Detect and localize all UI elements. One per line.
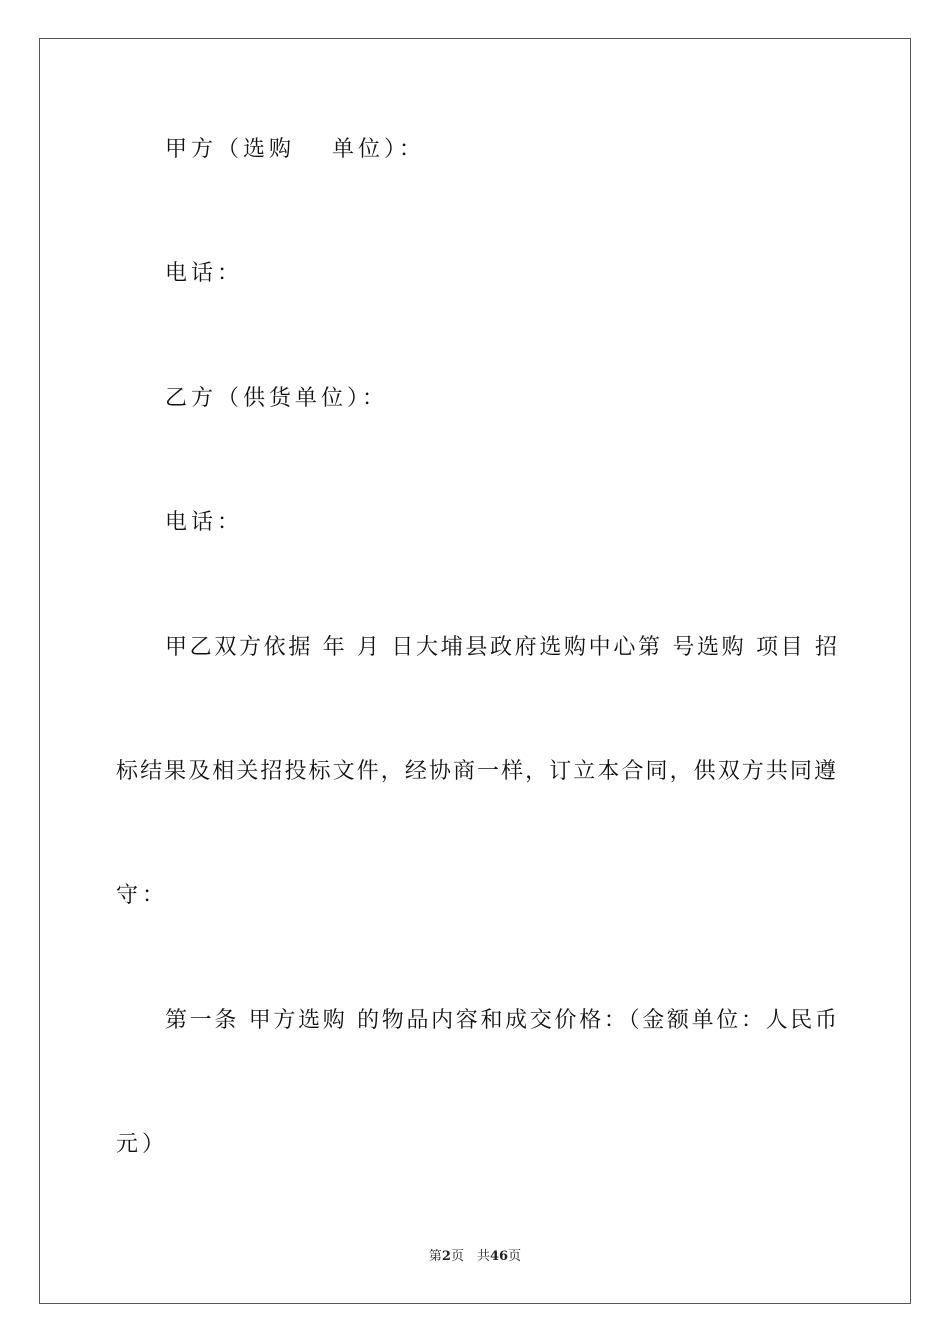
footer-total-suffix: 页 — [508, 1249, 522, 1264]
paragraph-line: 守： — [116, 883, 169, 908]
paragraph-line: 甲乙双方依据 年 月 日大埔县政府选购中心第 号选购 项目 招 — [165, 635, 837, 660]
party-a-label: 甲方（选购 单位）： — [165, 137, 425, 162]
footer-prefix: 第 — [428, 1249, 442, 1264]
party-a-phone-label: 电话： — [165, 261, 244, 286]
paragraph-line: 标结果及相关招投标文件，经协商一样，订立本合同，供双方共同遵 — [116, 759, 836, 784]
article-one-line: 元） — [116, 1132, 169, 1157]
footer-total-prefix: 共 — [476, 1249, 490, 1264]
party-b-label: 乙方（供货单位）： — [165, 386, 389, 411]
article-one-line: 第一条 甲方选购 的物品内容和成交价格：（金额单位：人民币 — [165, 1008, 837, 1033]
page-border — [39, 38, 911, 1304]
footer-page-suffix: 页 — [450, 1249, 464, 1264]
page-footer — [0, 1248, 950, 1266]
party-b-phone-label: 电话： — [165, 510, 244, 535]
current-page-number: 2 — [441, 1249, 451, 1264]
total-page-number: 46 — [489, 1249, 509, 1264]
